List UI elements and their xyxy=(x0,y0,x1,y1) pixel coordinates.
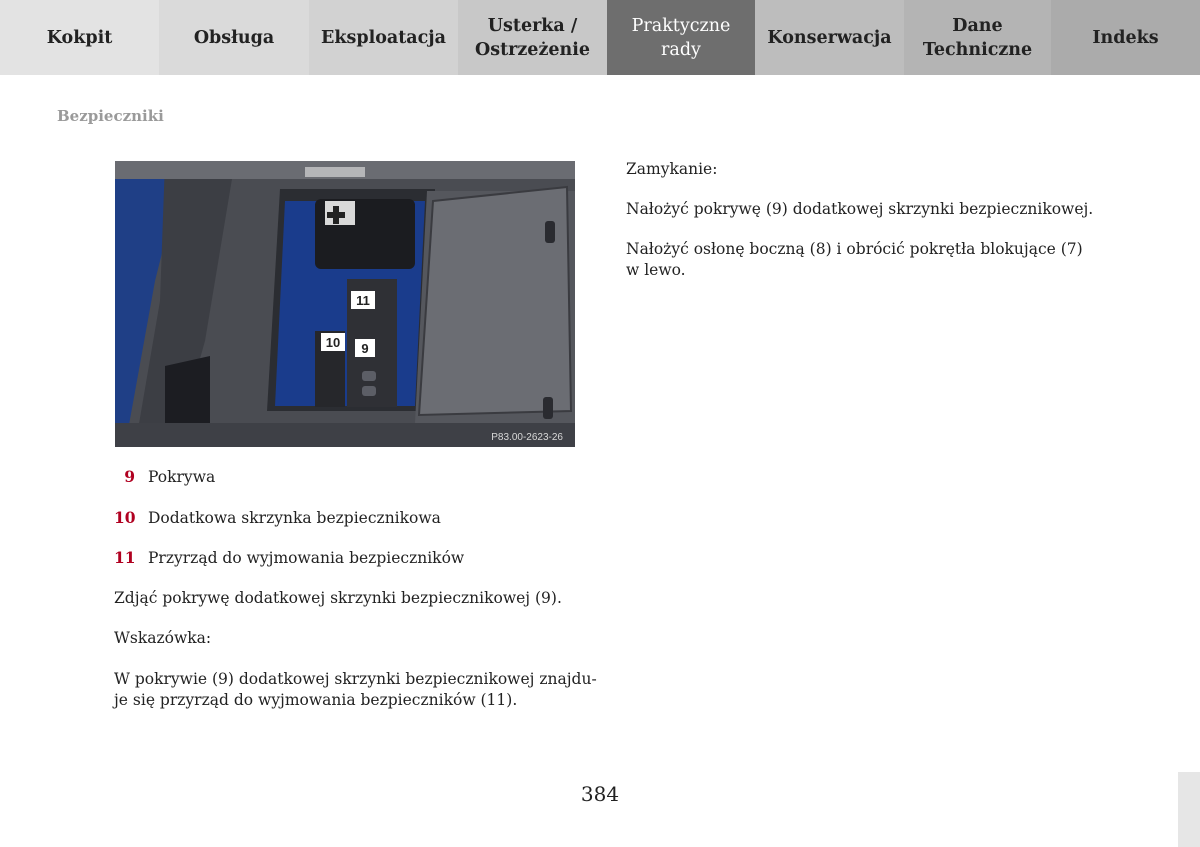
figure-code: P83.00-2623-26 xyxy=(491,432,563,443)
fuse-box-photo xyxy=(115,161,575,447)
tab-kokpit[interactable]: Kokpit xyxy=(0,0,159,75)
legend-item-9 xyxy=(114,467,215,486)
tab-eksploatacja[interactable]: Eksploatacja xyxy=(309,0,458,75)
legend-number: 11 xyxy=(114,548,136,567)
tab-indeks[interactable]: Indeks xyxy=(1051,0,1200,75)
instruction-remove-cover: Zdjąć pokrywę dodatkowej skrzynki bezpiecznikowej (9). xyxy=(114,589,562,607)
callout-9: 9 xyxy=(361,341,369,356)
closing-step-2-line-1: Nałożyć osłonę boczną (8) i obrócić pokrętła blokujące (7) xyxy=(626,240,1083,258)
closing-heading: Zamykanie: xyxy=(626,160,718,178)
note-line-1: W pokrywie (9) dodatkowej skrzynki bezpiecznikowej znajdu- xyxy=(114,670,597,688)
legend-text: Pokrywa xyxy=(148,468,216,486)
legend-text: Przyrząd do wyjmowania bezpieczników xyxy=(148,549,465,567)
tab-obsluga[interactable]: Obsługa xyxy=(159,0,309,75)
closing-step-1: Nałożyć pokrywę (9) dodatkowej skrzynki bezpiecznikowej. xyxy=(626,200,1094,218)
callout-11: 11 xyxy=(356,293,370,308)
legend-item-11 xyxy=(114,548,464,567)
tab-dane-techniczne[interactable]: Dane Techniczne xyxy=(904,0,1051,75)
tab-praktyczne-rady[interactable]: Praktyczne rady xyxy=(607,0,755,75)
closing-step-2-line-2: w lewo. xyxy=(626,261,686,279)
legend-text: Dodatkowa skrzynka bezpiecznikowa xyxy=(148,509,441,527)
tab-konserwacja[interactable]: Konserwacja xyxy=(755,0,904,75)
side-marker xyxy=(1178,772,1200,847)
callout-10: 10 xyxy=(325,335,341,350)
note-heading: Wskazówka: xyxy=(114,629,212,647)
legend-number: 9 xyxy=(124,467,135,486)
legend-number: 10 xyxy=(114,508,136,527)
tab-usterka[interactable]: Usterka / Ostrzeżenie xyxy=(458,0,607,75)
chapter-nav xyxy=(0,0,1200,75)
note-line-2: je się przyrząd do wyjmowania bezpieczników (11). xyxy=(114,691,518,709)
section-title: Bezpieczniki xyxy=(57,107,164,125)
page-number: 384 xyxy=(580,782,620,806)
legend-item-10 xyxy=(114,508,441,527)
